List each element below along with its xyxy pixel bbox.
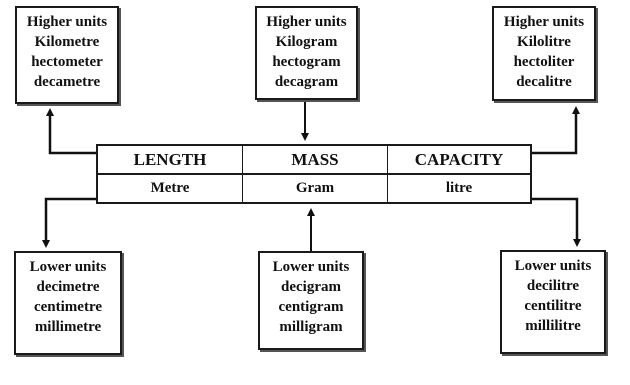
lower-length-title: Lower units bbox=[29, 259, 107, 275]
lower-units-length-box bbox=[14, 251, 122, 355]
arrow-capacity-to-higher bbox=[532, 110, 576, 153]
lower-mass-title: Lower units bbox=[272, 259, 350, 275]
lower-capacity-item: decilitre bbox=[526, 278, 580, 294]
higher-length-item: Kilometre bbox=[34, 34, 100, 50]
higher-length-title: Higher units bbox=[26, 14, 108, 30]
lower-mass-item: centigram bbox=[278, 299, 344, 315]
higher-length-item: hectometer bbox=[31, 54, 103, 70]
table-base-unit-capacity: litre bbox=[445, 180, 473, 196]
table-header-capacity: CAPACITY bbox=[388, 146, 530, 175]
lower-mass-item: milligram bbox=[279, 319, 343, 335]
lower-capacity-item: millilitre bbox=[525, 318, 581, 334]
higher-units-capacity-box bbox=[492, 6, 596, 101]
higher-capacity-item: hectoliter bbox=[513, 54, 575, 70]
higher-length-item: decametre bbox=[33, 74, 101, 90]
lower-length-item: decimetre bbox=[36, 279, 100, 295]
higher-capacity-title: Higher units bbox=[503, 14, 585, 30]
higher-units-mass-box bbox=[255, 6, 358, 100]
table-header-length: LENGTH bbox=[98, 146, 243, 175]
lower-length-item: millimetre bbox=[34, 319, 102, 335]
higher-mass-item: Kilogram bbox=[275, 34, 338, 50]
lower-capacity-title: Lower units bbox=[514, 258, 592, 274]
lower-length-item: centimetre bbox=[33, 299, 102, 315]
arrow-capacity-to-lower bbox=[532, 199, 577, 243]
higher-mass-item: hectogram bbox=[272, 54, 341, 70]
units-table bbox=[96, 144, 532, 204]
higher-capacity-item: decalitre bbox=[516, 74, 572, 90]
arrow-length-to-higher bbox=[50, 112, 96, 153]
lower-units-capacity-box bbox=[500, 250, 606, 354]
lower-capacity-item: centilitre bbox=[524, 298, 582, 314]
table-header-mass: MASS bbox=[243, 146, 388, 175]
table-base-unit-length: Metre bbox=[98, 175, 243, 202]
higher-units-length-box bbox=[15, 6, 119, 104]
higher-capacity-item: Kilolitre bbox=[517, 34, 571, 50]
table-base-unit-mass: Gram bbox=[243, 175, 388, 202]
arrow-length-to-lower bbox=[46, 199, 96, 244]
higher-mass-item: decagram bbox=[274, 74, 339, 90]
lower-mass-item: decigram bbox=[281, 279, 341, 295]
higher-mass-title: Higher units bbox=[266, 14, 347, 30]
lower-units-mass-box bbox=[258, 251, 364, 350]
